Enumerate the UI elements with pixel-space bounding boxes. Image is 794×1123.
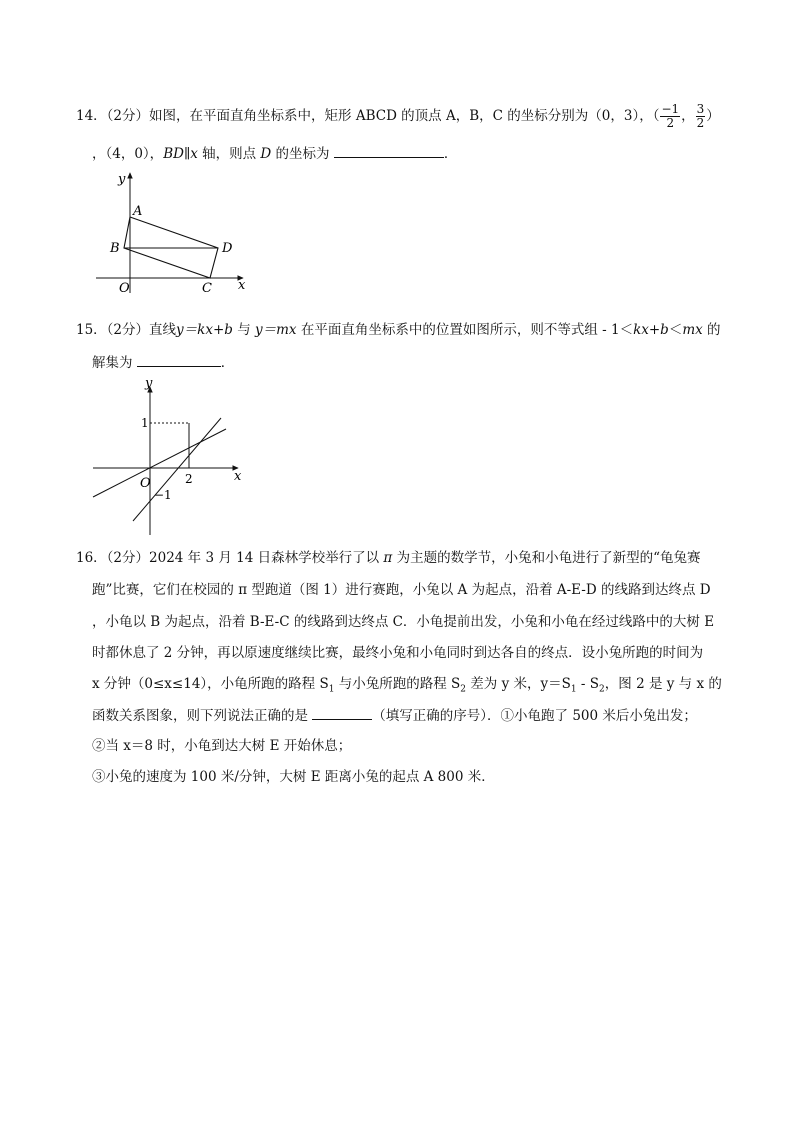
q16-answer-blank[interactable]: [312, 705, 372, 720]
q15-label-neg-one: −1: [154, 488, 172, 502]
q14-line2: [92, 143, 457, 164]
q15-label-one: 1: [141, 416, 149, 430]
q14-answer-blank[interactable]: [334, 143, 444, 158]
q14-text2b: 轴，则点: [197, 146, 261, 162]
q14-label-c: C: [202, 281, 212, 295]
q14-label-x: x: [238, 278, 246, 293]
q16-line1: [76, 548, 700, 568]
q14-fraction-2: $\frac{3}{2}$: [696, 102, 705, 130]
q16-l1b: 为主题的数学节，小兔和小龟进行了新型的“龟兔赛: [392, 550, 701, 566]
q15-t2: 与: [232, 322, 255, 338]
q14-text1: 如图，在平面直角坐标系中，矩形 ABCD 的顶点 A，B，C 的坐标分别为（0，3），（: [149, 108, 660, 124]
q15-answer-blank[interactable]: [137, 352, 221, 367]
q16-line4: 时都休息了 2 分钟，再以原速度继续比赛，最终小兔和小龟同时到达各自的终点．设小兔所跑的时间为: [92, 645, 704, 661]
q15-line2: [92, 352, 234, 373]
q15-eq1: y＝kx+b: [176, 322, 233, 338]
q16-line8: ③小兔的速度为 100 米/分钟，大树 E 距离小兔的起点 A 800 米．: [92, 769, 495, 785]
q16-line6: 函数关系图象，则下列说法正确的是 （填写正确的序号）．①小龟跑了 500 米后小兔出发；: [92, 705, 697, 726]
q15-t4: ＜: [668, 322, 683, 338]
q14-period: ．: [443, 146, 458, 162]
q14-text2c: 的坐标为: [271, 146, 334, 162]
q15-line1: [76, 320, 721, 340]
q14-parallel: ∥: [183, 146, 191, 162]
q16-line3: ，小龟以 B 为起点，沿着 B-E-C 的线路到达终点 C．小龟提前出发，小兔和小龟在经过线路中的大树 E: [92, 614, 715, 630]
q16-line5: x 分钟（0≤x≤14），小龟所跑的路程 $S_1$ 与小兔所跑的路程 $S_2$ 差为 y 米，$y=S_1 - S_2$，图 2 是 y 与 x 的: [92, 676, 722, 695]
q14-d: D: [260, 146, 272, 162]
q14-bd: BD: [163, 146, 184, 162]
q15-t5: 的: [702, 322, 721, 338]
q14-number: 14．（2分）: [76, 108, 150, 124]
q16-line7: ②当 x＝8 时，小龟到达大树 E 开始休息；: [92, 738, 352, 754]
q14-line1: [76, 103, 720, 130]
q14-label-a: A: [133, 204, 143, 219]
q14-text2a: ，（4，0），: [92, 146, 164, 162]
q15-label-x: x: [234, 469, 242, 484]
q15-t1: 直线: [149, 322, 177, 338]
q15-period: ．: [220, 355, 235, 371]
q14-label-o: O: [119, 281, 130, 295]
q14-label-d: D: [222, 241, 233, 256]
q16-number: 16．（2分）: [76, 550, 150, 566]
q15-line2-text: 解集为: [92, 355, 137, 371]
q14-x: x: [190, 146, 198, 162]
q14-fraction-1: $\frac{-1}{2}$: [661, 102, 680, 130]
q14-figure: [88, 165, 258, 295]
q15-t3: 在平面直角坐标系中的位置如图所示，则不等式组 - 1＜: [296, 322, 634, 338]
q14-label-b: B: [110, 241, 120, 256]
q15-label-o: O: [140, 476, 151, 491]
q15-line-mx: [93, 429, 226, 497]
q15-eq2: y＝mx: [255, 322, 297, 338]
q15-label-two: 2: [185, 472, 193, 486]
q15-figure: [88, 375, 253, 537]
q15-number: 15．（2分）: [76, 322, 150, 338]
q14-label-y: y: [118, 172, 126, 187]
q15-eq3: kx+b: [633, 322, 669, 338]
q16-l1a: 2024 年 3 月 14 日森林学校举行了以: [149, 550, 384, 566]
q15-label-y: y: [145, 376, 153, 391]
q14-close-paren: ）: [706, 108, 720, 124]
q16-pi: π: [383, 550, 393, 566]
q16-line2: 跑”比赛，它们在校园的 π 型跑道（图 1）进行赛跑，小兔以 A 为起点，沿着 A-E-D 的线路到达终点 D: [92, 582, 711, 598]
q14-comma: ，: [681, 108, 695, 124]
q15-eq4: mx: [682, 322, 703, 338]
